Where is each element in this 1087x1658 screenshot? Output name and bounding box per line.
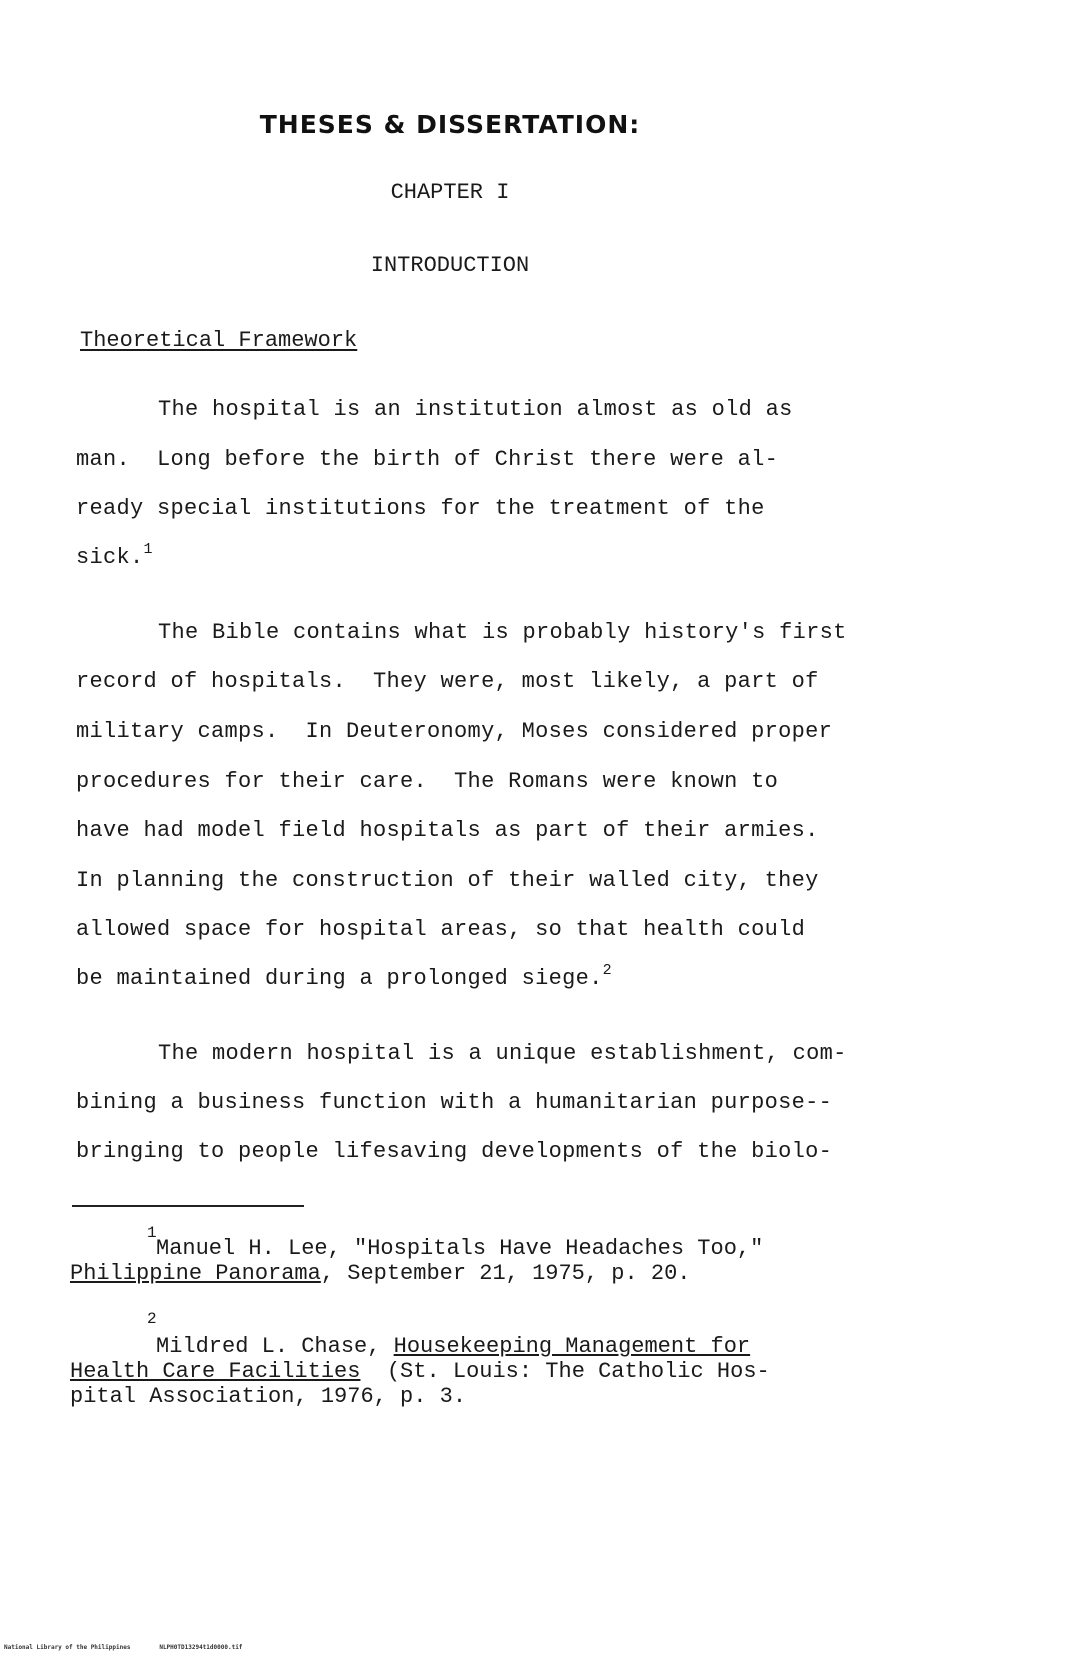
footnote-ref-1: 1 — [143, 541, 153, 558]
paragraph-line: In planning the construction of their walled city, they — [76, 868, 819, 893]
paragraph-line: bringing to people lifesaving developments of the biolo- — [76, 1139, 833, 1164]
section-heading: Theoretical Framework — [80, 328, 358, 353]
footnote-divider — [72, 1205, 304, 1207]
footnote-source-details: , September 21, 1975, p. 20. — [320, 1261, 691, 1286]
footnote-number: 2 — [147, 1310, 157, 1328]
footnote-text — [70, 1262, 691, 1286]
footnote-text: Manuel H. Lee, "Hospitals Have Headaches Too," — [156, 1236, 764, 1261]
paragraph-line: allowed space for hospital areas, so that health could — [76, 917, 806, 942]
paragraph-line-text: sick. — [76, 545, 144, 570]
chapter-title: INTRODUCTION — [370, 253, 530, 278]
paragraph-line: military camps. In Deuteronomy, Moses considered proper — [76, 719, 833, 744]
paragraph-line: procedures for their care. The Romans were known to — [76, 769, 779, 794]
paragraph-line: have had model field hospitals as part of their armies. — [76, 818, 819, 843]
footnote-text — [156, 1335, 750, 1359]
library-footer: National Library of the Philippines NLPH0TD13294t1d0000.tif — [4, 1644, 243, 1651]
theses-dissertation-stamp: THESES & DISSERTATION: — [259, 110, 641, 139]
paragraph-line: bining a business function with a humanitarian purpose-- — [76, 1090, 833, 1115]
paragraph-line: The hospital is an institution almost as old as — [158, 397, 793, 422]
chapter-number: CHAPTER I — [390, 180, 510, 205]
paragraph-line-with-footnote — [76, 541, 153, 570]
footnote-number: 1 — [147, 1224, 157, 1242]
paragraph-line: The modern hospital is a unique establishment, com- — [158, 1041, 847, 1066]
footnote-book-title: Housekeeping Management for — [393, 1334, 751, 1359]
paragraph-line: record of hospitals. They were, most likely, a part of — [76, 669, 819, 694]
footnote-text: pital Association, 1976, p. 3. — [70, 1384, 467, 1409]
footnote-source-title: Philippine Panorama — [70, 1261, 321, 1286]
paragraph-line-with-footnote — [76, 962, 612, 991]
footnote-author: Mildred L. Chase, — [156, 1334, 394, 1359]
paragraph-line-text: be maintained during a prolonged siege. — [76, 966, 603, 991]
paragraph-line: man. Long before the birth of Christ there were al- — [76, 447, 779, 472]
footnote-publisher: (St. Louis: The Catholic Hos- — [360, 1359, 770, 1384]
footnote-book-title: Health Care Facilities — [70, 1359, 361, 1384]
footnote-ref-2: 2 — [602, 962, 612, 979]
paragraph-line: ready special institutions for the treatment of the — [76, 496, 765, 521]
footnote-text — [70, 1360, 770, 1384]
paragraph-line: The Bible contains what is probably history's first — [158, 620, 847, 645]
